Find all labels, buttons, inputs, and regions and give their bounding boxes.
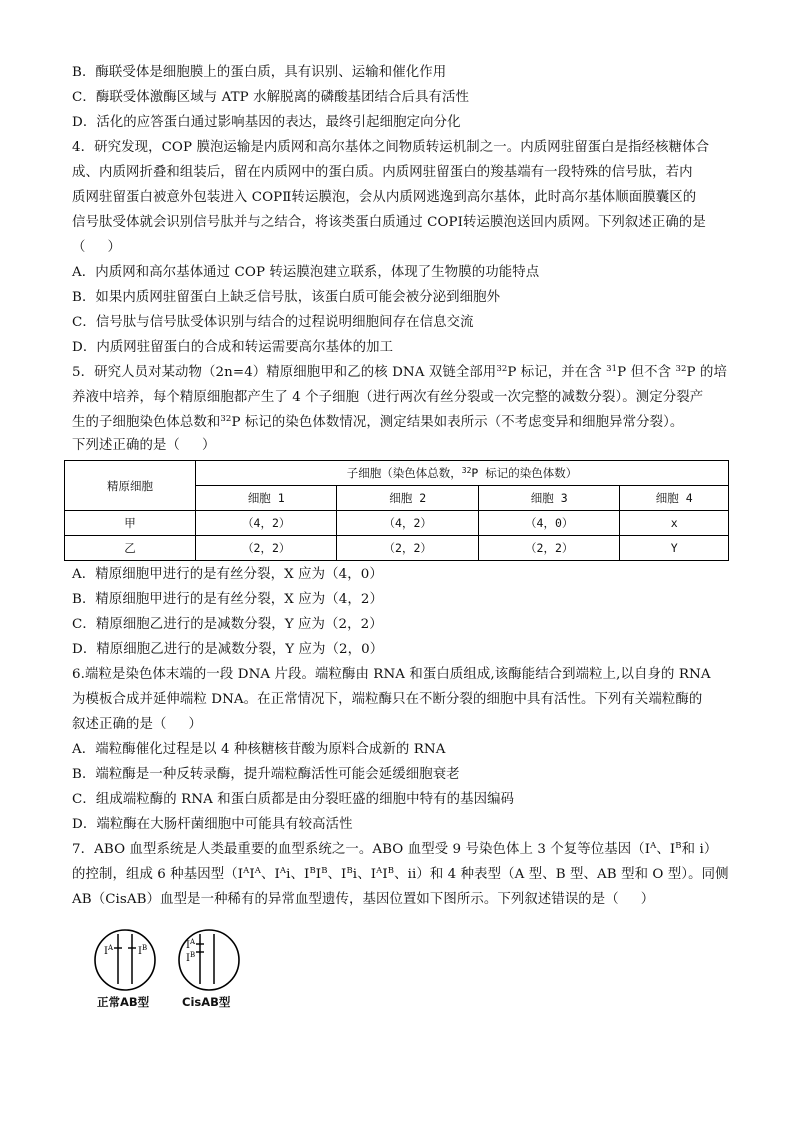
q5-results-table bbox=[64, 460, 729, 561]
q4-option-a: A．内质网和高尔基体通过 COP 转运膜泡建立联系，体现了生物膜的功能特点 bbox=[72, 265, 540, 280]
q5-option-a: A．精原细胞甲进行的是有丝分裂，X 应为（4，0） bbox=[72, 567, 383, 582]
q4-stem-line-1: 4．研究发现，COP 膜泡运输是内质网和高尔基体之间物质转运机制之一。内质网驻留蛋白是指经核糖体合 bbox=[72, 140, 710, 155]
table-cell: （2，2） bbox=[196, 536, 337, 561]
table-row bbox=[65, 536, 729, 561]
q6-stem-line-3: 叙述正确的是（ ） bbox=[72, 717, 202, 732]
table-col-header: 细胞 2 bbox=[337, 486, 478, 511]
q3-option-b: B．酶联受体是细胞膜上的蛋白质，具有识别、运输和催化作用 bbox=[72, 65, 447, 80]
q4-option-d: D．内质网驻留蛋白的合成和转运需要高尔基体的加工 bbox=[72, 340, 394, 355]
q3-option-d: D．活化的应答蛋白通过影响基因的表达，最终引起细胞定向分化 bbox=[72, 115, 461, 130]
table-col-header: 细胞 4 bbox=[620, 486, 729, 511]
table-cell: （2，2） bbox=[337, 536, 478, 561]
table-col-header: 细胞 3 bbox=[478, 486, 619, 511]
q5-stem-line-2: 养液中培养，每个精原细胞都产生了 4 个子细胞（进行两次有丝分裂或一次完整的减数分裂）。测定分裂产 bbox=[72, 390, 704, 405]
paren-close: ） bbox=[107, 240, 121, 255]
table-row bbox=[65, 511, 729, 536]
q6-stem-line-1: 6.端粒是染色体末端的一段 DNA 片段。端粒酶由 RNA 和蛋白质组成,该酶能结合到端粒上,以自身的 RNA bbox=[72, 667, 711, 682]
q6-option-c: C．组成端粒酶的 RNA 和蛋白质都是由分裂旺盛的细胞中特有的基因编码 bbox=[72, 792, 515, 807]
q3-option-c: C．酶联受体激酶区域与 ATP 水解脱离的磷酸基团结合后具有活性 bbox=[72, 90, 469, 105]
q5-option-d: D．精原细胞乙进行的是减数分裂，Y 应为（2，0） bbox=[72, 642, 384, 657]
caption-normal-ab: 正常AB型 bbox=[97, 995, 150, 1009]
cell-outline bbox=[95, 930, 155, 990]
q5-stem-line-1: 5．研究人员对某动物（2n=4）精原细胞甲和乙的核 DNA 双链全部用$^{32}$P 标记，并在含 $^{31}$P 但不含 $^{32}$P 的培 bbox=[72, 364, 727, 380]
table-corner-header: 精原细胞 bbox=[65, 461, 196, 511]
q6-stem-line-2: 为模板合成并延伸端粒 DNA。在正常情况下，端粒酶只在不断分裂的细胞中具有活性。下列有关端粒酶的 bbox=[72, 692, 703, 707]
paren-open: （ bbox=[72, 240, 86, 255]
q5-option-c: C．精原细胞乙进行的是减数分裂，Y 应为（2，2） bbox=[72, 617, 383, 632]
q6-option-d: D．端粒酶在大肠杆菌细胞中可能具有较高活性 bbox=[72, 817, 353, 832]
table-group-header: 子细胞（染色体总数，$^{32}$P 标记的染色体数） bbox=[196, 461, 729, 486]
gene-label-ib: $I^B$ bbox=[186, 951, 196, 964]
table-row-label: 乙 bbox=[65, 536, 196, 561]
q7-stem-line-1: 7．ABO 血型系统是人类最重要的血型系统之一。ABO 血型受 9 号染色体上 3 个复等位基因（$I^A$、$I^B$和 i） bbox=[72, 841, 718, 857]
q5-stem-line-3: 生的子细胞染色体总数和$^{32}$P 标记的染色体数情况，测定结果如表所示（不考虑变异和细胞异常分裂）。 bbox=[72, 414, 684, 430]
gene-label-ib: $I^B$ bbox=[138, 944, 148, 957]
q4-option-c: C．信号肽与信号肽受体识别与结合的过程说明细胞间存在信息交流 bbox=[72, 315, 474, 330]
gene-label-ia: $I^A$ bbox=[104, 944, 114, 957]
table-row-label: 甲 bbox=[65, 511, 196, 536]
q4-stem-line-2: 成、内质网折叠和组装后，留在内质网中的蛋白质。内质网驻留蛋白的羧基端有一段特殊的信号肽，若内 bbox=[72, 165, 693, 180]
q4-stem-line-4: 信号肽受体就会识别信号肽并与之结合，将该类蛋白质通过 COPⅠ转运膜泡送回内质网。下列叙述正确的是 bbox=[72, 215, 706, 230]
table-cell: Y bbox=[620, 536, 729, 561]
q6-option-b: B．端粒酶是一种反转录酶，提升端粒酶活性可能会延缓细胞衰老 bbox=[72, 767, 460, 782]
q6-option-a: A．端粒酶催化过程是以 4 种核糖核苷酸为原料合成新的 RNA bbox=[72, 742, 446, 757]
gene-label-ia: $I^A$ bbox=[186, 938, 196, 951]
q7-stem-line-2: 的控制，组成 6 种基因型（$I^AI^A$、$I^Ai$、$I^BI^B$、$I^Bi$、$I^AI^B$、ii）和 4 种表型（A 型、B 型、AB 型和 O 型）。同侧 bbox=[72, 866, 729, 882]
q5-option-b: B．精原细胞甲进行的是有丝分裂，X 应为（4，2） bbox=[72, 592, 383, 607]
table-cell: （4，0） bbox=[478, 511, 619, 536]
table-cell: （2，2） bbox=[478, 536, 619, 561]
table-col-header: 细胞 1 bbox=[196, 486, 337, 511]
table-cell: （4，2） bbox=[196, 511, 337, 536]
q7-stem-line-3: AB（CisAB）血型是一种稀有的异常血型遗传，基因位置如下图所示。下列叙述错误的是（ ） bbox=[72, 892, 655, 907]
q4-option-b: B．如果内质网驻留蛋白上缺乏信号肽，该蛋白质可能会被分泌到细胞外 bbox=[72, 290, 501, 305]
q5-stem-line-4: 下列述正确的是（ ） bbox=[72, 438, 216, 453]
table-cell: （4，2） bbox=[337, 511, 478, 536]
cisab-cell bbox=[179, 930, 239, 990]
caption-cisab: CisAB型 bbox=[182, 995, 231, 1009]
table-cell: x bbox=[620, 511, 729, 536]
q4-stem-line-3: 质网驻留蛋白被意外包装进入 COPⅡ转运膜泡，会从内质网逃逸到高尔基体，此时高尔基体顺面膜囊区的 bbox=[72, 190, 697, 205]
normal-ab-cell bbox=[95, 930, 155, 990]
q4-answer-blank bbox=[72, 239, 732, 257]
